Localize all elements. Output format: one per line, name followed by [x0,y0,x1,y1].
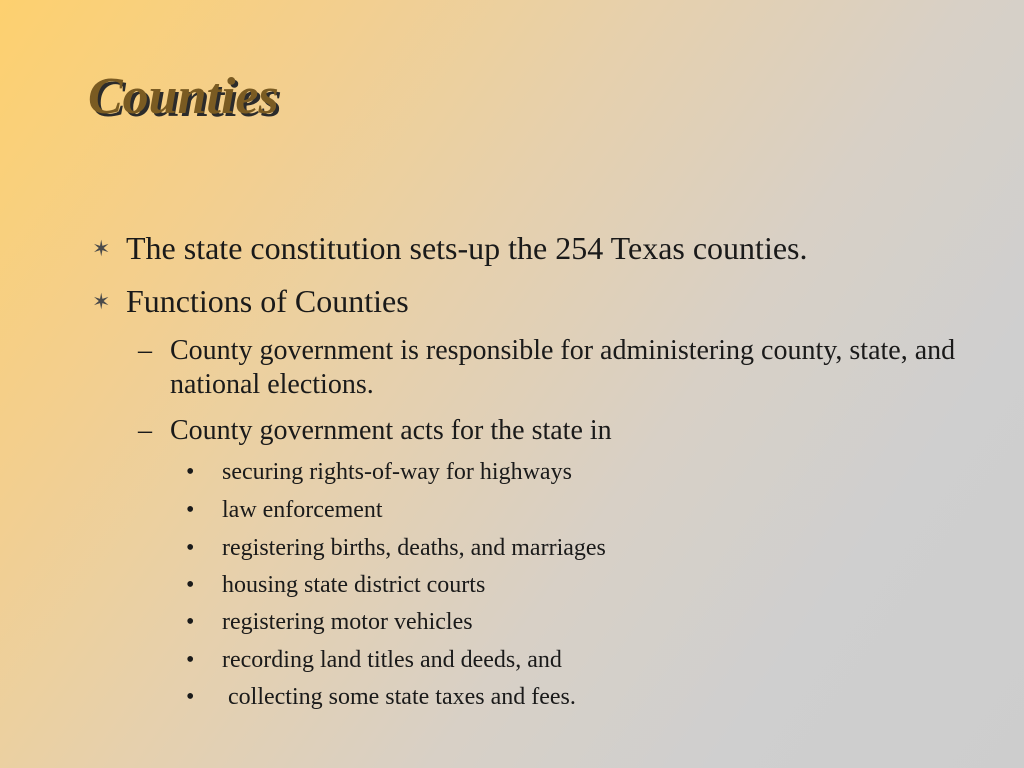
slide-title: Counties [88,68,279,125]
sub-item [138,334,1008,402]
sub-sub-item-text: securing rights-of-way for highways [222,459,572,485]
sub-sub-item [186,496,383,524]
dot-marker: • [186,572,195,598]
sub-sub-item [186,458,572,486]
star-bullet-icon: ✶ [92,236,111,261]
bullet-text: The state constitution sets-up the 254 Texas counties. [126,230,808,266]
bullet-item [92,283,409,323]
sub-sub-item-text: registering motor vehicles [222,609,473,635]
sub-sub-item-text: law enforcement [222,497,383,523]
dash-marker: – [138,335,152,366]
sub-item-text: County government is responsible for administering county, state, and national elections. [170,335,956,400]
sub-sub-item [186,608,473,636]
sub-sub-item [186,646,562,674]
sub-sub-item-text: registering births, deaths, and marriages [222,535,606,561]
dot-marker: • [186,684,195,710]
dot-marker: • [186,609,195,635]
bullet-text: Functions of Counties [126,283,409,319]
sub-item-text: County government acts for the state in [170,415,612,446]
sub-sub-item-text: housing state district courts [222,572,486,598]
dash-marker: – [138,415,152,446]
sub-item [138,414,1008,448]
sub-sub-item-text: recording land titles and deeds, and [222,647,562,673]
bullet-item [92,230,807,270]
sub-sub-item [186,571,485,599]
sub-sub-item [186,683,576,711]
dot-marker: • [186,459,195,485]
dot-marker: • [186,647,195,673]
sub-sub-item [186,534,606,562]
star-bullet-icon: ✶ [92,289,111,314]
dot-marker: • [186,535,195,561]
dot-marker: • [186,497,195,523]
sub-sub-item-text: collecting some state taxes and fees. [222,684,576,710]
